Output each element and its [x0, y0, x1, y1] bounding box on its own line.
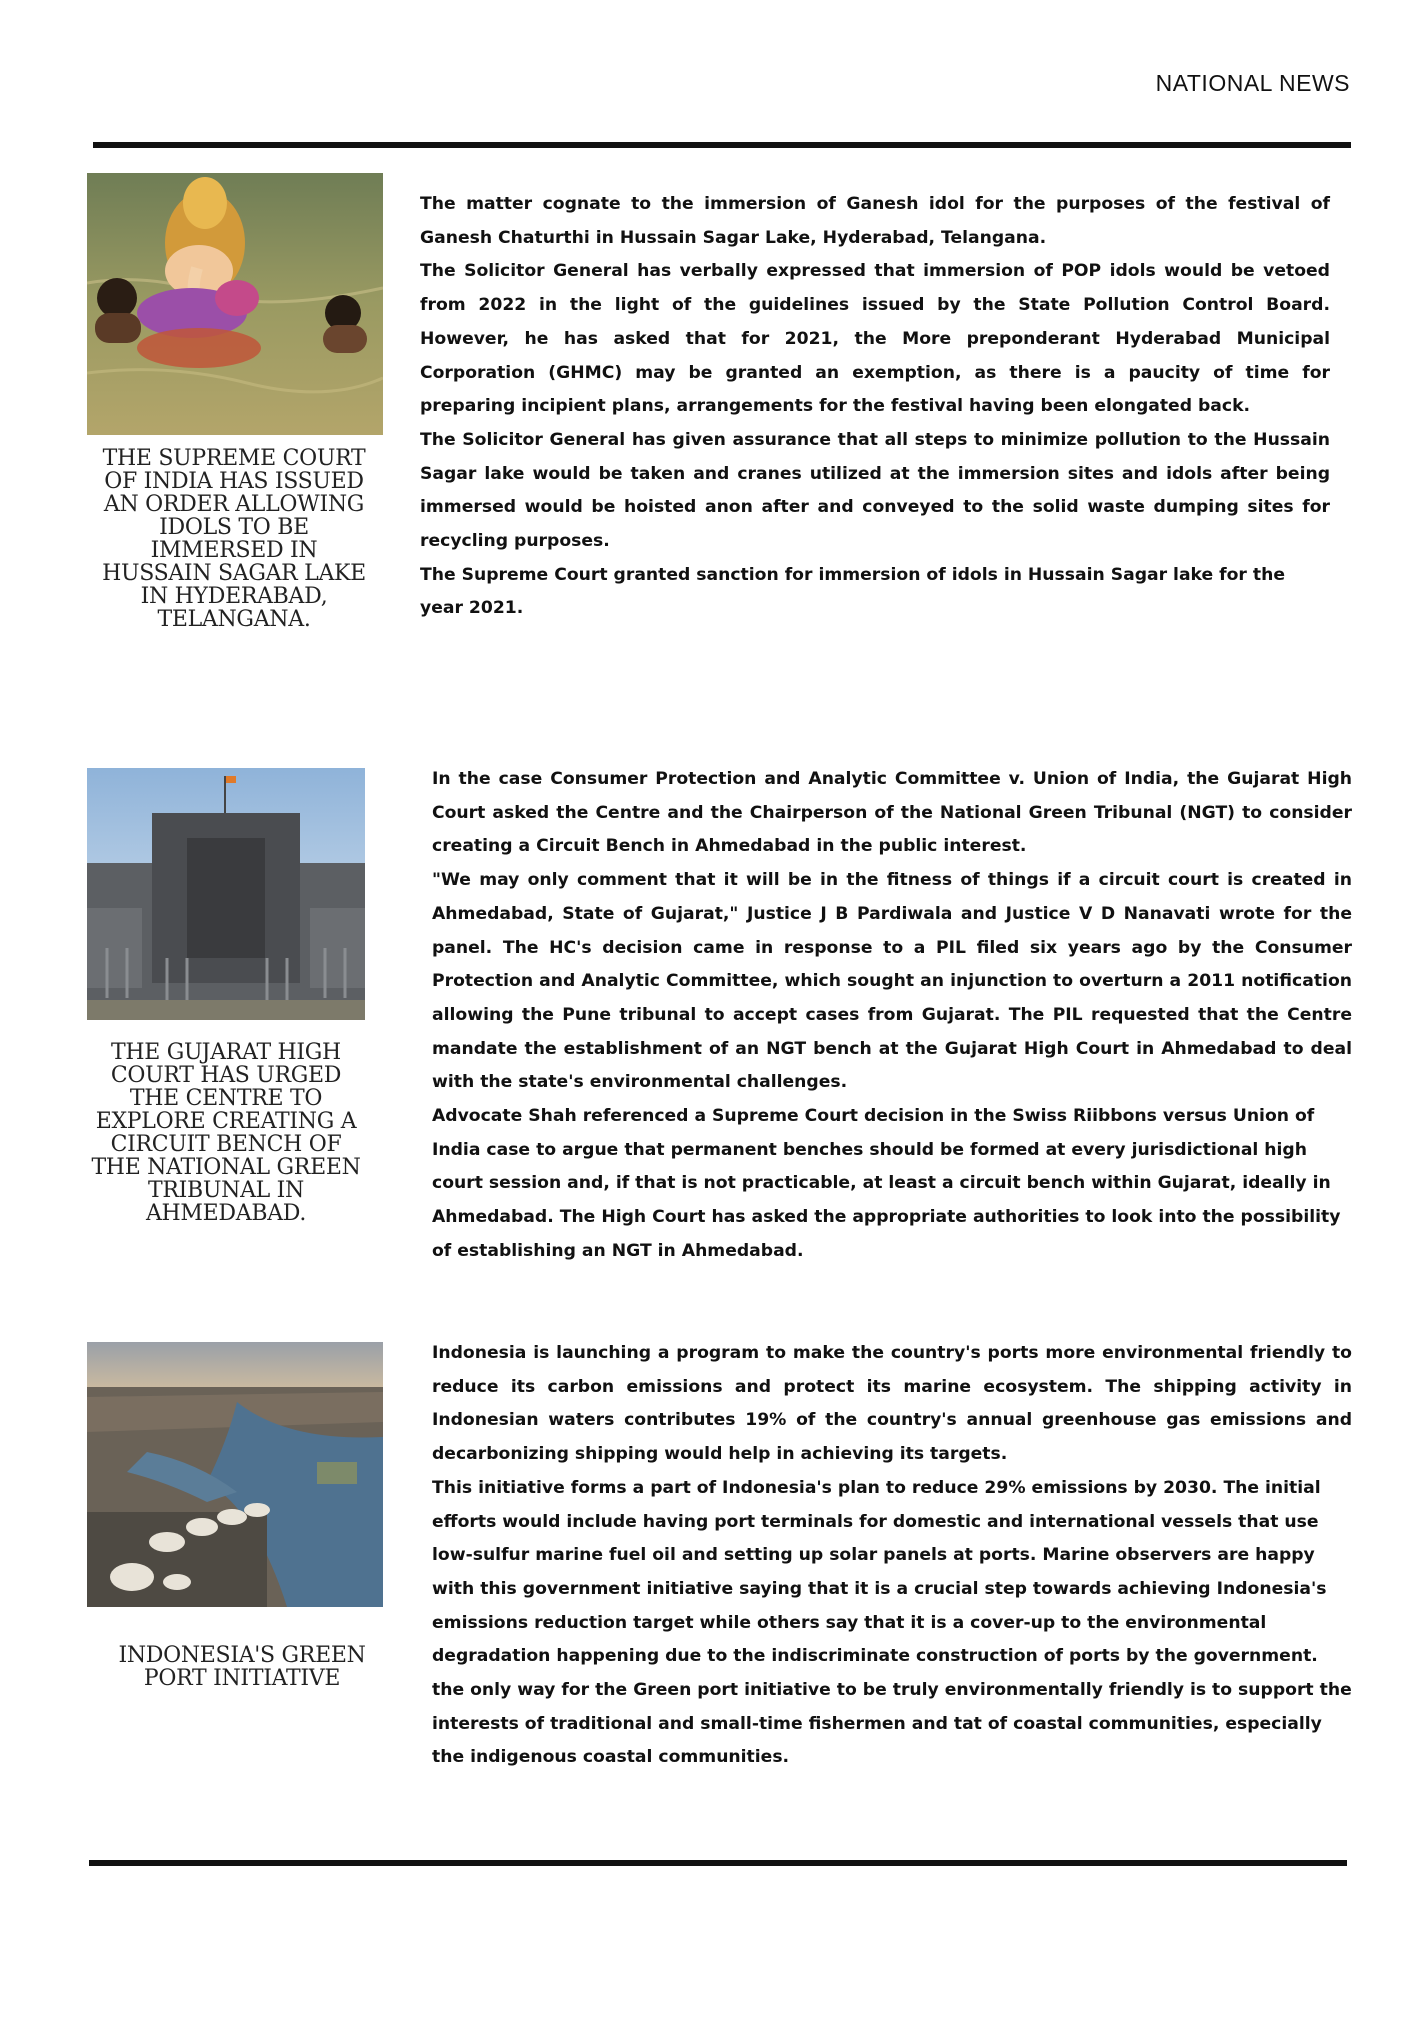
article-paragraph: The Solicitor General has verbally expressed that immersion of POP idols would be vetoed from 2022 in the light of the guidelines issued by the State Pollution Control Board. However, he has asked that for 2021, the More preponderant Hyderabad Municipal Corporation (GHMC) may be granted an exemption, as there is a paucity of time for preparing incipient plans, arrangements for the festival having been elongated back. [420, 261, 1330, 417]
indonesian-port-aerial-photo [87, 1342, 383, 1607]
section-header-label: NATIONAL NEWS [1155, 70, 1350, 96]
article-paragraph: The Supreme Court granted sanction for immersion of idols in Hussain Sagar lake for the year 2021. [420, 564, 1286, 619]
article-paragraph: Advocate Shah referenced a Supreme Court decision in the Swiss Riibbons versus Union of India case to argue that permanent benches should be formed at every jurisdictional high court session and, if that is not practicable, at least a circuit bench within Gujarat, ideally in Ahmedabad. The High Court has asked the appropriate authorities to look into the possibility of establishing an NGT in Ahmedabad. [432, 1106, 1341, 1261]
top-divider [93, 142, 1351, 148]
article-body [420, 188, 1330, 626]
article-paragraph: Indonesia is launching a program to make the country's ports more environmental friendly to reduce its carbon emissions and protect its marine ecosystem. The shipping activity in Indonesian waters contributes 19% of the country's annual greenhouse gas emissions and decarbonizing shipping would help in achieving its targets. [432, 1343, 1352, 1465]
article-caption: THE SUPREME COURT OF INDIA HAS ISSUED AN ORDER ALLOWING IDOLS TO BE IMMERSED IN HUSSAIN SAGAR LAKE IN HYDERABAD, TELANGANA. [102, 446, 366, 632]
article-caption: INDONESIA'S GREEN PORT INITIATIVE [118, 1643, 366, 1691]
article-body [432, 763, 1352, 1269]
article-paragraph: This initiative forms a part of Indonesia's plan to reduce 29% emissions by 2030. The initial efforts would include having port terminals for domestic and international vessels that use low-sulfur marine fuel oil and setting up solar panels at ports. Marine observers are happy with this government initiative saying that it is a crucial step towards achieving Indonesia's emissions reduction target while others say that it is a cover-up to the environmental degradation happening due to the indiscriminate construction of ports by the government. the only way for the Green port initiative to be truly environmentally friendly is to support the interests of traditional and small-time fishermen and tat of coastal communities, especially the indigenous coastal communities. [432, 1477, 1352, 1768]
article-caption: THE GUJARAT HIGH COURT HAS URGED THE CENTRE TO EXPLORE CREATING A CIRCUIT BENCH OF THE NATIONAL GREEN TRIBUNAL IN AHMEDABAD. [91, 1040, 361, 1226]
article-body [432, 1337, 1352, 1775]
article-paragraph: The matter cognate to the immersion of Ganesh idol for the purposes of the festival of Ganesh Chaturthi in Hussain Sagar Lake, Hyderabad, Telangana. [420, 194, 1330, 248]
article-paragraph: "We may only comment that it will be in the fitness of things if a circuit court is created in Ahmedabad, State of Gujarat," Justice J B Pardiwala and Justice V D Nanavati wrote for the panel. The HC's decision came in response to a PIL filed six years ago by the Consumer Protection and Analytic Committee, which sought an injunction to overturn a 2011 notification allowing the Pune tribunal to accept cases from Gujarat. The PIL requested that the Centre mandate the establishment of an NGT bench at the Gujarat High Court in Ahmedabad to deal with the state's environmental challenges. [432, 870, 1352, 1093]
gujarat-high-court-building-photo [87, 768, 365, 1020]
ganesh-idol-immersion-photo [87, 173, 383, 435]
article-paragraph: The Solicitor General has given assurance that all steps to minimize pollution to the Hussain Sagar lake would be taken and cranes utilized at the immersion sites and idols after being immersed would be hoisted anon after and conveyed to the solid waste dumping sites for recycling purposes. [420, 429, 1330, 552]
article-paragraph: In the case Consumer Protection and Analytic Committee v. Union of India, the Gujarat High Court asked the Centre and the Chairperson of the National Green Tribunal (NGT) to consider creating a Circuit Bench in Ahmedabad in the public interest. [432, 769, 1352, 857]
bottom-divider [89, 1860, 1347, 1866]
